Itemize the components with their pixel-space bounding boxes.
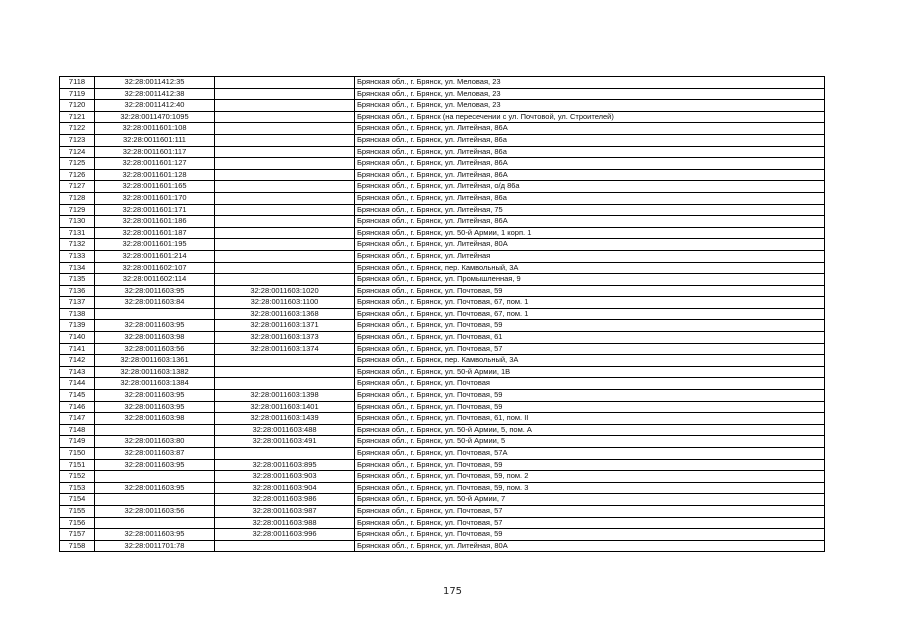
address-cell: Брянская обл., г. Брянск, ул. Литейная, 86а [355,192,825,204]
address-cell: Брянская обл., г. Брянск, ул. Литейная, 86А [355,169,825,181]
related-cadastral-number-cell [215,355,355,367]
row-number-cell: 7141 [60,343,95,355]
address-cell: Брянская обл., г. Брянск, ул. Почтовая, 67, пом. 1 [355,308,825,320]
cadastral-number-cell: 32:28:0011470:1095 [95,111,215,123]
cadastral-number-cell: 32:28:0011601:111 [95,134,215,146]
row-number-cell: 7121 [60,111,95,123]
cadastral-number-cell: 32:28:0011412:38 [95,88,215,100]
address-cell: Брянская обл., г. Брянск, ул. Почтовая, 59, пом. 3 [355,482,825,494]
address-cell: Брянская обл., г. Брянск, ул. Литейная, о/д 86а [355,181,825,193]
table-row [60,158,825,170]
address-cell: Брянская обл., г. Брянск, ул. Почтовая, 67, пом. 1 [355,297,825,309]
address-cell: Брянская обл., г. Брянск, ул. Почтовая, 57 [355,517,825,529]
cadastral-number-cell: 32:28:0011603:84 [95,297,215,309]
address-cell: Брянская обл., г. Брянск, ул. Почтовая, 59, пом. 2 [355,471,825,483]
cadastral-number-cell [95,517,215,529]
cadastral-number-cell: 32:28:0011601:214 [95,250,215,262]
row-number-cell: 7136 [60,285,95,297]
related-cadastral-number-cell [215,250,355,262]
cadastral-number-cell: 32:28:0011602:114 [95,274,215,286]
cadastral-number-cell [95,308,215,320]
related-cadastral-number-cell: 32:28:0011603:904 [215,482,355,494]
related-cadastral-number-cell [215,227,355,239]
cadastral-number-cell [95,424,215,436]
row-number-cell: 7130 [60,216,95,228]
related-cadastral-number-cell [215,181,355,193]
cadastral-number-cell: 32:28:0011603:98 [95,332,215,344]
row-number-cell: 7124 [60,146,95,158]
row-number-cell: 7122 [60,123,95,135]
table-row [60,216,825,228]
row-number-cell: 7154 [60,494,95,506]
address-cell: Брянская обл., г. Брянск, ул. Меловая, 23 [355,77,825,89]
address-cell: Брянская обл., г. Брянск, ул. Почтовая, 59 [355,401,825,413]
related-cadastral-number-cell [215,204,355,216]
table-row [60,192,825,204]
related-cadastral-number-cell: 32:28:0011603:1374 [215,343,355,355]
cadastral-number-cell: 32:28:0011603:1384 [95,378,215,390]
address-cell: Брянская обл., г. Брянск, ул. Литейная, 86а [355,146,825,158]
related-cadastral-number-cell: 32:28:0011603:1401 [215,401,355,413]
related-cadastral-number-cell [215,77,355,89]
cadastral-number-cell: 32:28:0011601:170 [95,192,215,204]
table-row [60,517,825,529]
address-cell: Брянская обл., г. Брянск, ул. Промышленная, 9 [355,274,825,286]
cadastral-number-cell: 32:28:0011603:87 [95,448,215,460]
cadastral-number-cell: 32:28:0011603:95 [95,401,215,413]
row-number-cell: 7123 [60,134,95,146]
row-number-cell: 7140 [60,332,95,344]
table-row [60,320,825,332]
cadastral-number-cell: 32:28:0011601:186 [95,216,215,228]
address-cell: Брянская обл., г. Брянск, ул. 50-й Армии, 5, пом. А [355,424,825,436]
address-cell: Брянская обл., г. Брянск, ул. Почтовая, 59 [355,529,825,541]
cadastral-number-cell: 32:28:0011603:56 [95,343,215,355]
address-cell: Брянская обл., г. Брянск, ул. Почтовая, 59 [355,320,825,332]
related-cadastral-number-cell: 32:28:0011603:1100 [215,297,355,309]
related-cadastral-number-cell [215,123,355,135]
related-cadastral-number-cell: 32:28:0011603:1368 [215,308,355,320]
row-number-cell: 7131 [60,227,95,239]
row-number-cell: 7127 [60,181,95,193]
row-number-cell: 7144 [60,378,95,390]
related-cadastral-number-cell [215,88,355,100]
related-cadastral-number-cell: 32:28:0011603:1439 [215,413,355,425]
address-cell: Брянская обл., г. Брянск, ул. Почтовая, 57 [355,505,825,517]
row-number-cell: 7119 [60,88,95,100]
cadastral-number-cell: 32:28:0011603:95 [95,285,215,297]
table-row [60,146,825,158]
table-row [60,204,825,216]
table-row [60,505,825,517]
table-row [60,401,825,413]
row-number-cell: 7152 [60,471,95,483]
table-row [60,227,825,239]
row-number-cell: 7147 [60,413,95,425]
cadastral-number-cell: 32:28:0011601:117 [95,146,215,158]
address-cell: Брянская обл., г. Брянск, ул. Почтовая, 59 [355,390,825,402]
row-number-cell: 7143 [60,366,95,378]
row-number-cell: 7156 [60,517,95,529]
address-cell: Брянская обл., г. Брянск, ул. 50-й Армии, 1В [355,366,825,378]
row-number-cell: 7145 [60,390,95,402]
table-row [60,297,825,309]
address-cell: Брянская обл., г. Брянск, ул. Литейная, 75 [355,204,825,216]
row-number-cell: 7134 [60,262,95,274]
address-cell: Брянская обл., г. Брянск, ул. Литейная, 86А [355,158,825,170]
address-cell: Брянская обл., г. Брянск, ул. Почтовая, 59 [355,459,825,471]
table-row [60,274,825,286]
table-row [60,332,825,344]
row-number-cell: 7146 [60,401,95,413]
cadastral-number-cell: 32:28:0011412:40 [95,100,215,112]
table-row [60,355,825,367]
cadastral-number-cell: 32:28:0011603:1361 [95,355,215,367]
address-cell: Брянская обл., г. Брянск, ул. 50-й Армии, 5 [355,436,825,448]
row-number-cell: 7142 [60,355,95,367]
table-row [60,250,825,262]
related-cadastral-number-cell [215,158,355,170]
cadastral-number-cell: 32:28:0011601:108 [95,123,215,135]
related-cadastral-number-cell [215,111,355,123]
related-cadastral-number-cell: 32:28:0011603:988 [215,517,355,529]
address-cell: Брянская обл., г. Брянск, ул. Литейная, 80А [355,239,825,251]
cadastral-number-cell: 32:28:0011603:95 [95,390,215,402]
related-cadastral-number-cell [215,146,355,158]
related-cadastral-number-cell: 32:28:0011603:986 [215,494,355,506]
related-cadastral-number-cell [215,169,355,181]
row-number-cell: 7118 [60,77,95,89]
related-cadastral-number-cell: 32:28:0011603:903 [215,471,355,483]
table-row [60,134,825,146]
address-cell: Брянская обл., г. Брянск, ул. 50-й Армии, 1 корп. 1 [355,227,825,239]
related-cadastral-number-cell [215,192,355,204]
cadastral-number-cell: 32:28:0011601:127 [95,158,215,170]
address-cell: Брянская обл., г. Брянск, ул. Почтовая, 57А [355,448,825,460]
row-number-cell: 7155 [60,505,95,517]
related-cadastral-number-cell [215,134,355,146]
table-row [60,390,825,402]
cadastral-number-cell: 32:28:0011412:35 [95,77,215,89]
address-cell: Брянская обл., г. Брянск, пер. Камвольный, 3А [355,355,825,367]
row-number-cell: 7133 [60,250,95,262]
row-number-cell: 7137 [60,297,95,309]
row-number-cell: 7138 [60,308,95,320]
address-cell: Брянская обл., г. Брянск, ул. Литейная, 80А [355,540,825,552]
cadastral-number-cell: 32:28:0011601:187 [95,227,215,239]
related-cadastral-number-cell: 32:28:0011603:987 [215,505,355,517]
cadastral-number-cell [95,494,215,506]
row-number-cell: 7128 [60,192,95,204]
address-cell: Брянская обл., г. Брянск, ул. Почтовая, 57 [355,343,825,355]
address-cell: Брянская обл., г. Брянск, ул. 50-й Армии, 7 [355,494,825,506]
address-cell: Брянская обл., г. Брянск, ул. Литейная, 86А [355,123,825,135]
table-row [60,77,825,89]
cadastral-number-cell: 32:28:0011601:165 [95,181,215,193]
related-cadastral-number-cell [215,239,355,251]
related-cadastral-number-cell [215,540,355,552]
table-row [60,262,825,274]
table-row [60,343,825,355]
table-row [60,494,825,506]
table-row [60,285,825,297]
address-cell: Брянская обл., г. Брянск, ул. Почтовая [355,378,825,390]
cadastral-number-cell: 32:28:0011603:95 [95,529,215,541]
address-cell: Брянская обл., г. Брянск, пер. Камвольный, 3А [355,262,825,274]
related-cadastral-number-cell: 32:28:0011603:895 [215,459,355,471]
cadastral-number-cell: 32:28:0011603:98 [95,413,215,425]
related-cadastral-number-cell [215,100,355,112]
address-cell: Брянская обл., г. Брянск (на пересечении с ул. Почтовой, ул. Строителей) [355,111,825,123]
row-number-cell: 7126 [60,169,95,181]
cadastral-number-cell: 32:28:0011603:95 [95,320,215,332]
related-cadastral-number-cell [215,274,355,286]
row-number-cell: 7139 [60,320,95,332]
table-row [60,448,825,460]
row-number-cell: 7132 [60,239,95,251]
row-number-cell: 7151 [60,459,95,471]
address-cell: Брянская обл., г. Брянск, ул. Литейная, 86а [355,134,825,146]
table-row [60,366,825,378]
row-number-cell: 7148 [60,424,95,436]
row-number-cell: 7149 [60,436,95,448]
table-row [60,111,825,123]
cadastral-number-cell: 32:28:0011603:95 [95,482,215,494]
table-row [60,413,825,425]
table-row [60,482,825,494]
row-number-cell: 7153 [60,482,95,494]
registry-table [59,76,825,552]
related-cadastral-number-cell [215,378,355,390]
address-cell: Брянская обл., г. Брянск, ул. Почтовая, 61 [355,332,825,344]
related-cadastral-number-cell: 32:28:0011603:1020 [215,285,355,297]
cadastral-number-cell: 32:28:0011603:95 [95,459,215,471]
table-row [60,123,825,135]
row-number-cell: 7158 [60,540,95,552]
address-cell: Брянская обл., г. Брянск, ул. Почтовая, 61, пом. II [355,413,825,425]
related-cadastral-number-cell: 32:28:0011603:1371 [215,320,355,332]
table-row [60,529,825,541]
related-cadastral-number-cell: 32:28:0011603:488 [215,424,355,436]
table-row [60,471,825,483]
related-cadastral-number-cell [215,448,355,460]
table-row [60,424,825,436]
row-number-cell: 7129 [60,204,95,216]
table-row [60,378,825,390]
related-cadastral-number-cell: 32:28:0011603:996 [215,529,355,541]
cadastral-number-cell: 32:28:0011602:107 [95,262,215,274]
related-cadastral-number-cell: 32:28:0011603:1398 [215,390,355,402]
table-row [60,436,825,448]
related-cadastral-number-cell: 32:28:0011603:1373 [215,332,355,344]
cadastral-number-cell: 32:28:0011603:80 [95,436,215,448]
related-cadastral-number-cell: 32:28:0011603:491 [215,436,355,448]
address-cell: Брянская обл., г. Брянск, ул. Литейная, 86А [355,216,825,228]
row-number-cell: 7135 [60,274,95,286]
related-cadastral-number-cell [215,366,355,378]
table-row [60,100,825,112]
row-number-cell: 7120 [60,100,95,112]
related-cadastral-number-cell [215,262,355,274]
row-number-cell: 7157 [60,529,95,541]
table-row [60,308,825,320]
cadastral-number-cell: 32:28:0011603:1382 [95,366,215,378]
table-row [60,540,825,552]
page-number: 175 [442,586,463,597]
address-cell: Брянская обл., г. Брянск, ул. Литейная [355,250,825,262]
table-row [60,181,825,193]
row-number-cell: 7150 [60,448,95,460]
row-number-cell: 7125 [60,158,95,170]
registry-table-body [60,77,825,552]
cadastral-number-cell: 32:28:0011601:128 [95,169,215,181]
cadastral-number-cell: 32:28:0011601:171 [95,204,215,216]
table-row [60,88,825,100]
address-cell: Брянская обл., г. Брянск, ул. Меловая, 23 [355,100,825,112]
table-row [60,169,825,181]
cadastral-number-cell: 32:28:0011601:195 [95,239,215,251]
address-cell: Брянская обл., г. Брянск, ул. Меловая, 23 [355,88,825,100]
cadastral-number-cell: 32:28:0011603:56 [95,505,215,517]
table-row [60,459,825,471]
address-cell: Брянская обл., г. Брянск, ул. Почтовая, 59 [355,285,825,297]
related-cadastral-number-cell [215,216,355,228]
table-row [60,239,825,251]
cadastral-number-cell: 32:28:0011701:78 [95,540,215,552]
cadastral-number-cell [95,471,215,483]
